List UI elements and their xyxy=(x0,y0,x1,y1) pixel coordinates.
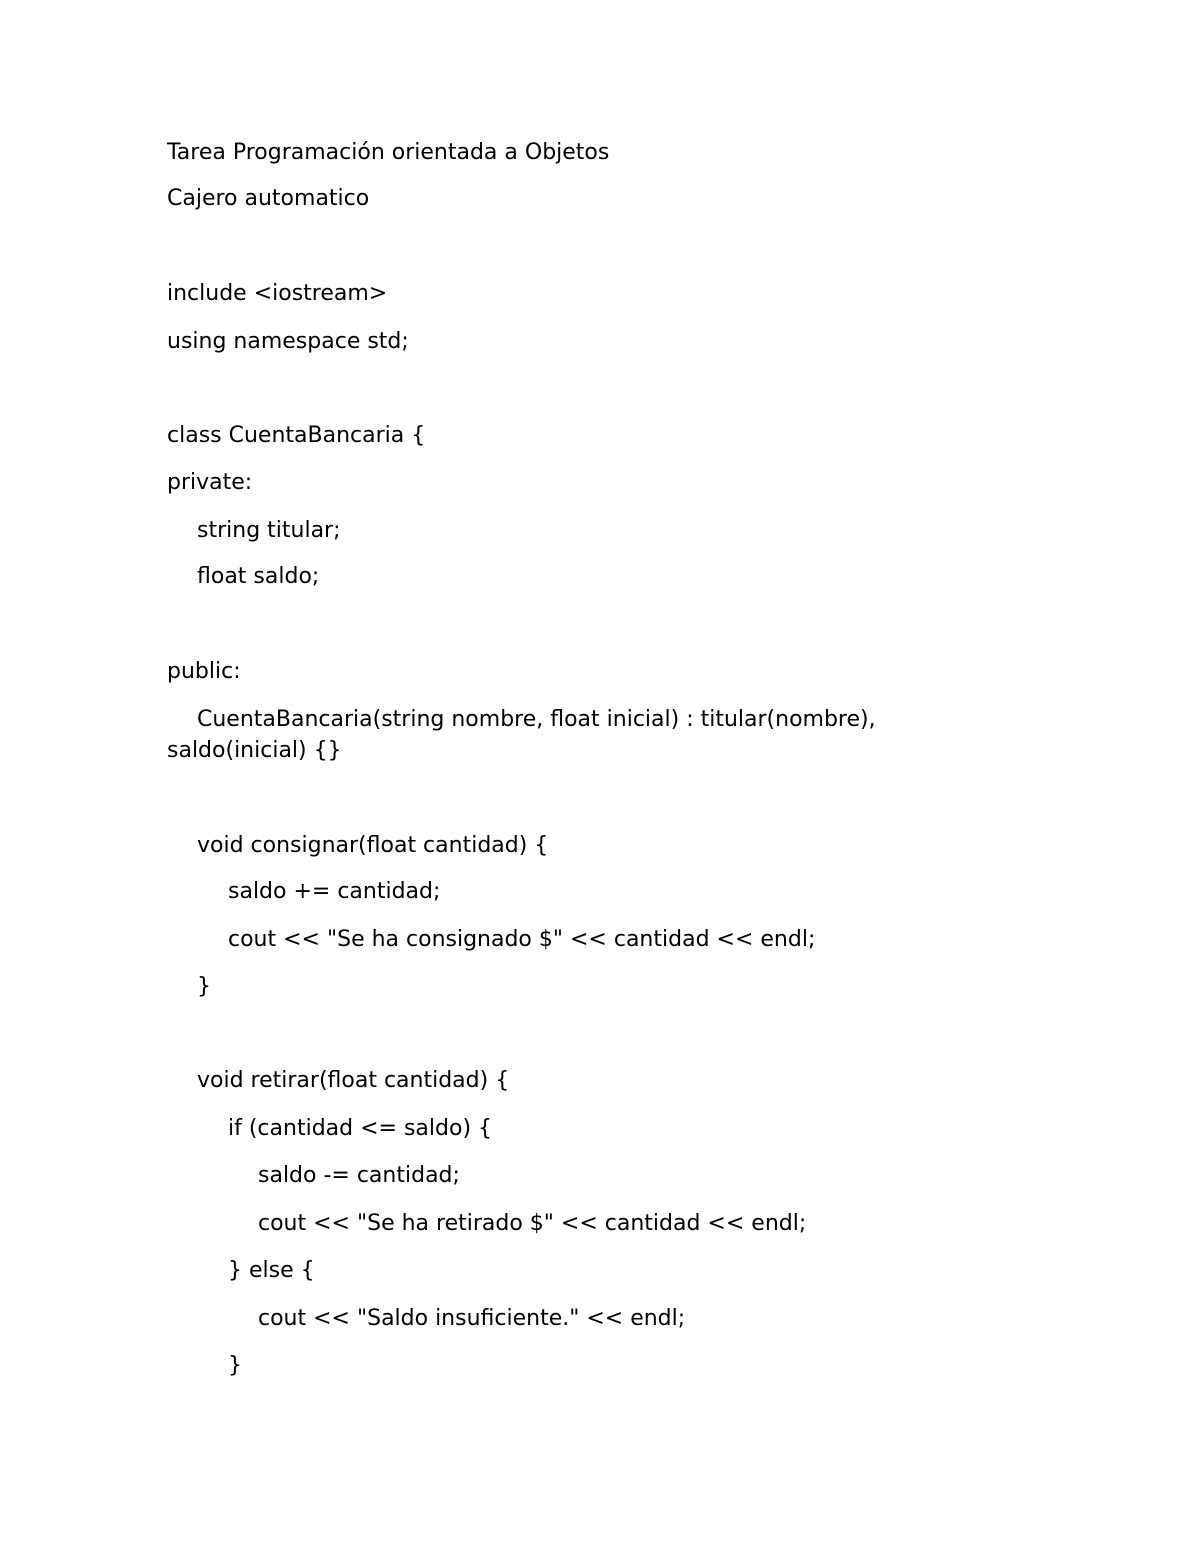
code-line: string titular; xyxy=(197,518,341,543)
code-line: } xyxy=(228,1353,242,1378)
code-line: float saldo; xyxy=(197,564,320,589)
code-line: cout << "Saldo insuficiente." << endl; xyxy=(258,1306,686,1331)
code-line: cout << "Se ha consignado $" << cantidad << endl; xyxy=(228,927,816,952)
code-line: include <iostream> xyxy=(167,281,388,306)
code-line: } else { xyxy=(228,1258,315,1283)
document-subtitle: Cajero automatico xyxy=(167,186,370,211)
code-line: cout << "Se ha retirado $" << cantidad << endl; xyxy=(258,1211,807,1236)
code-line: public: xyxy=(167,659,241,684)
code-line: private: xyxy=(167,470,253,495)
code-line: saldo -= cantidad; xyxy=(258,1163,460,1188)
code-line: void consignar(float cantidad) { xyxy=(197,833,549,858)
code-line: class CuentaBancaria { xyxy=(167,423,426,448)
code-line: saldo += cantidad; xyxy=(228,879,441,904)
document-title: Tarea Programación orientada a Objetos xyxy=(167,140,610,165)
code-line: using namespace std; xyxy=(167,329,409,354)
code-line: void retirar(float cantidad) { xyxy=(197,1068,510,1093)
code-line: } xyxy=(197,974,211,999)
code-line: if (cantidad <= saldo) { xyxy=(228,1116,493,1141)
code-line: saldo(inicial) {} xyxy=(167,738,342,763)
code-line: CuentaBancaria(string nombre, float inicial) : titular(nombre), xyxy=(197,707,876,732)
